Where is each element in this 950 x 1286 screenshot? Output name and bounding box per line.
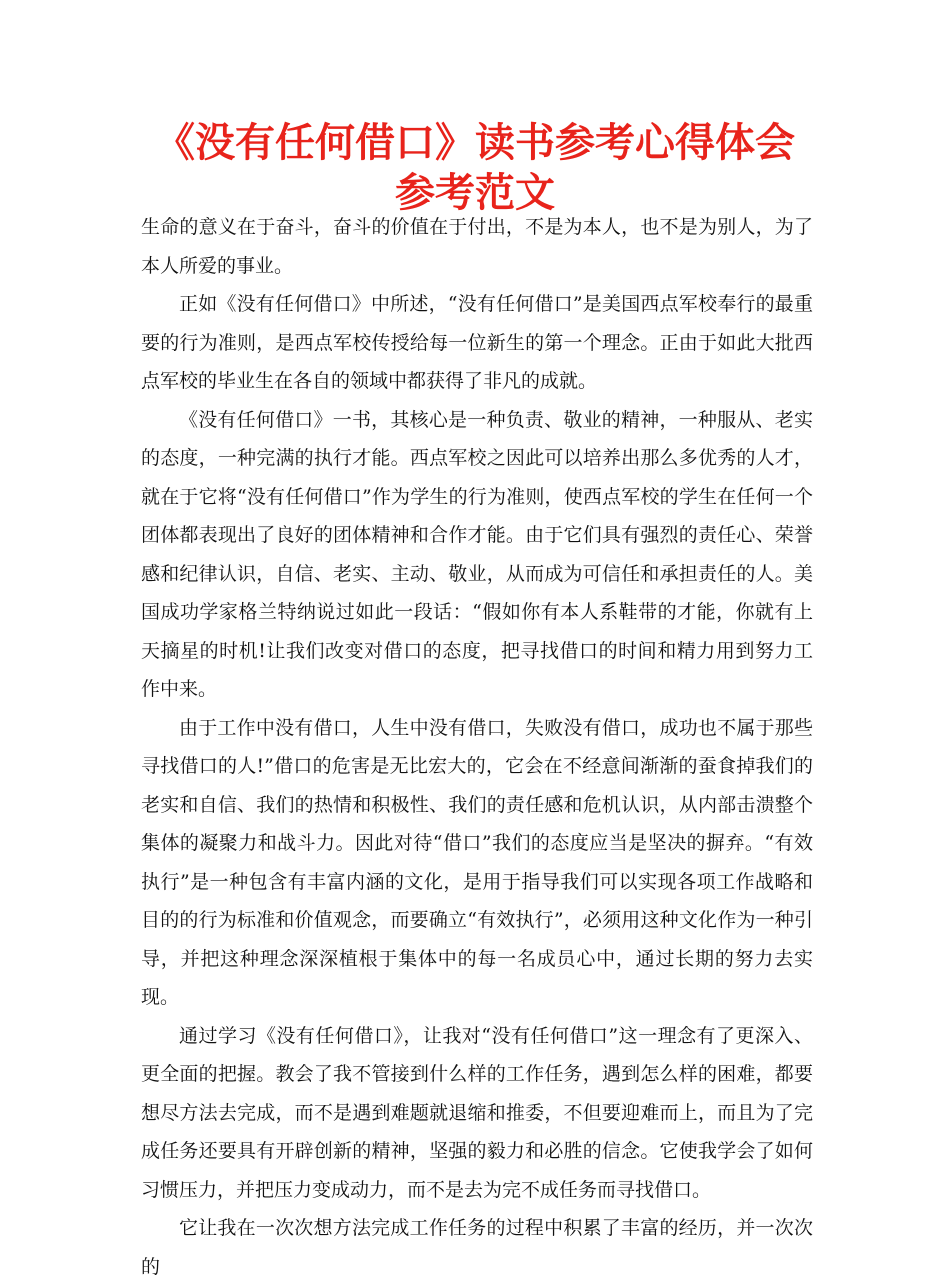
- paragraph-3: 《没有任何借口》一书，其核心是一种负责、敬业的精神，一种服从、老实的态度，一种完满的执行才能。西点军校之因此可以培养出那么多优秀的人才，就在于它将“没有任何借口”作为学生的行为准则，使西点军校的学生在任何一个团体都表现出了良好的团体精神和合作才能。由于它们具有强烈的责任心、荣誉感和纪律认识，自信、老实、主动、敬业，从而成为可信任和承担责任的人。美国成功学家格兰特纳说过如此一段话：“假如你有本人系鞋带的才能，你就有上天摘星的时机!让我们改变对借口的态度，把寻找借口的时间和精力用到努力工作中来。: [141, 408, 813, 700]
- paragraph-5: 通过学习《没有任何借口》，让我对“没有任何借口”这一理念有了更深入、更全面的把握。教会了我不管接到什么样的工作任务，遇到怎么样的困难，都要想尽方法去完成，而不是遇到难题就退缩和推委，不但要迎难而上，而且为了完成任务还要具有开辟创新的精神，坚强的毅力和必胜的信念。它使我学会了如何习惯压力，并把压力变成动力，而不是去为完不成任务而寻找借口。: [141, 1024, 813, 1201]
- document-title: 《没有任何借口》读书参考心得体会参考范文: [155, 120, 795, 216]
- document-body: [141, 208, 813, 1286]
- paragraph-4: 由于工作中没有借口，人生中没有借口，失败没有借口，成功也不属于那些寻找借口的人!”借口的危害是无比宏大的，它会在不经意间渐渐的蚕食掉我们的老实和自信、我们的热情和积极性、我们的责任感和危机认识，从内部击溃整个集体的凝聚力和战斗力。因此对待“借口”我们的态度应当是坚决的摒弃。“有效执行”是一种包含有丰富内涵的文化，是用于指导我们可以实现各项工作战略和目的的行为标准和价值观念，而要确立“有效执行”，必须用这种文化作为一种引导，并把这种理念深深植根于集体中的每一名成员心中，通过长期的努力去实现。: [141, 716, 813, 1008]
- paragraph-2: 正如《没有任何借口》中所述，“没有任何借口”是美国西点军校奉行的最重要的行为准则，是西点军校传授给每一位新生的第一个理念。正由于如此大批西点军校的毕业生在各自的领域中都获得了非凡的成就。: [141, 293, 813, 392]
- paragraph-1: 生命的意义在于奋斗，奋斗的价值在于付出，不是为本人，也不是为别人，为了本人所爱的事业。: [141, 216, 813, 277]
- paragraph-6: 它让我在一次次想方法完成工作任务的过程中积累了丰富的经历，并一次次的: [141, 1217, 813, 1278]
